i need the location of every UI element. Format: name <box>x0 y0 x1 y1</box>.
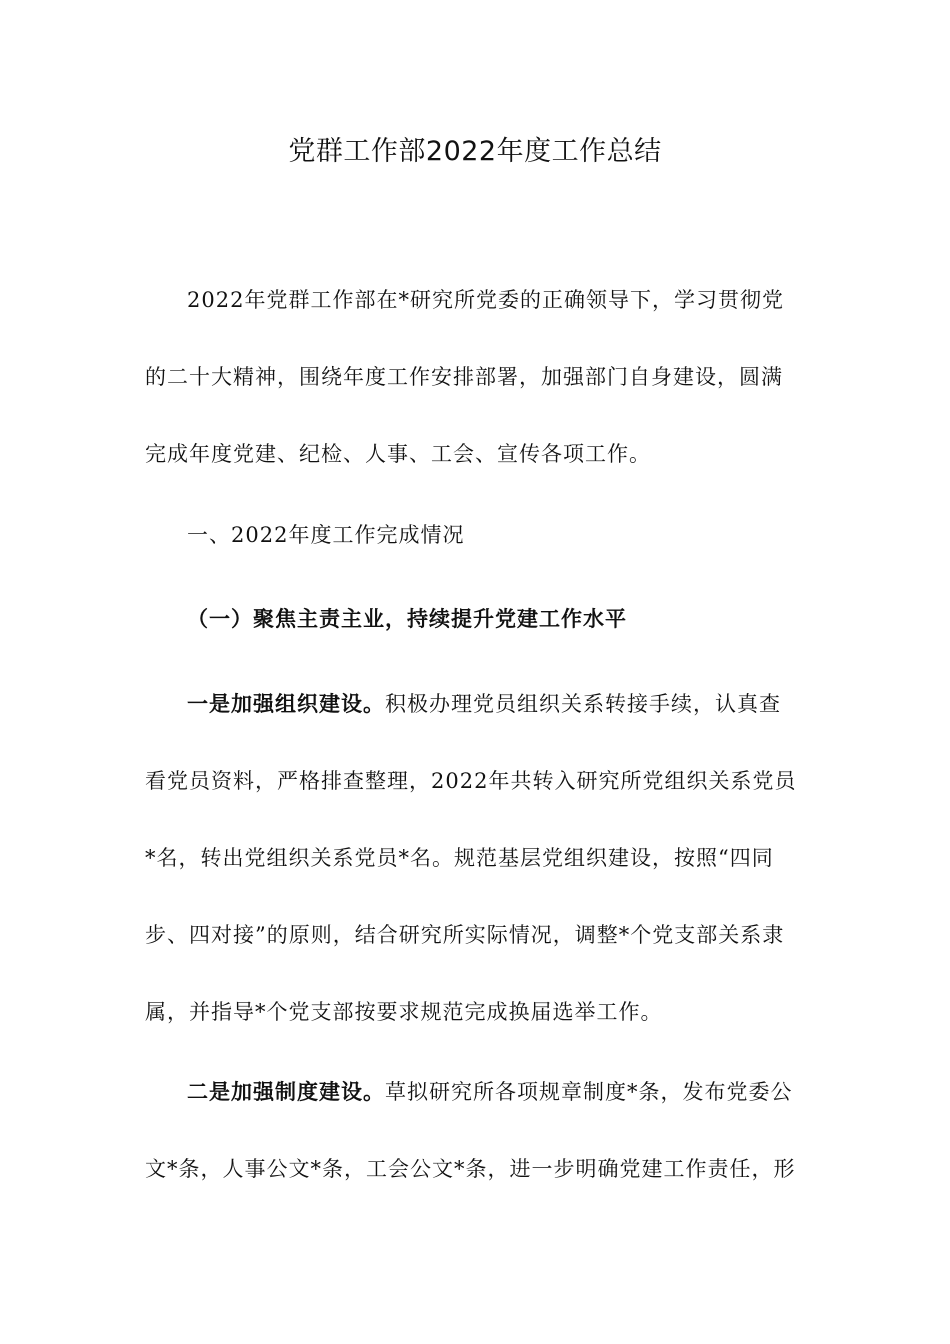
intro-line: 的二十大精神，围绕年度工作安排部署，加强部门自身建设，圆满 <box>145 365 783 389</box>
point-first-line <box>145 665 805 743</box>
intro-line: 2022年党群工作部在*研究所党委的正确领导下，学习贯彻党 <box>187 288 784 312</box>
point-line: 看党员资料，严格排查整理，2022年共转入研究所党组织关系党员 <box>145 769 797 793</box>
document-title: 党群工作部2022年度工作总结 <box>288 136 662 167</box>
point-paragraph-2 <box>145 1053 805 1208</box>
point-first-line-text: 草拟研究所各项规章制度*条，发布党委公 <box>385 1080 793 1104</box>
point-paragraph-1 <box>145 665 805 1051</box>
point-first-line-text: 积极办理党员组织关系转接手续，认真查 <box>385 692 781 716</box>
point-first-line <box>145 1053 805 1131</box>
point-line: 步、四对接”的原则，结合研究所实际情况，调整*个党支部关系隶 <box>145 923 785 947</box>
point-lead: 一是加强组织建设。 <box>187 691 385 716</box>
subsection-heading <box>145 580 805 657</box>
point-line: *名，转出党组织关系党员*名。规范基层党组织建设，按照“四同 <box>145 846 774 870</box>
point-line: 属，并指导*个党支部按要求规范完成换届选举工作。 <box>145 1000 663 1024</box>
point-line: 文*条，人事公文*条，工会公文*条，进一步明确党建工作责任，形 <box>145 1157 796 1181</box>
point-lead: 二是加强制度建设。 <box>187 1079 385 1104</box>
section-heading-text: 一、2022年度工作完成情况 <box>187 523 465 547</box>
section-heading <box>145 497 805 574</box>
intro-paragraph <box>145 262 805 493</box>
intro-line: 完成年度党建、纪检、人事、工会、宣传各项工作。 <box>145 442 651 466</box>
subsection-heading-text: （一）聚焦主责主业，持续提升党建工作水平 <box>187 606 627 631</box>
